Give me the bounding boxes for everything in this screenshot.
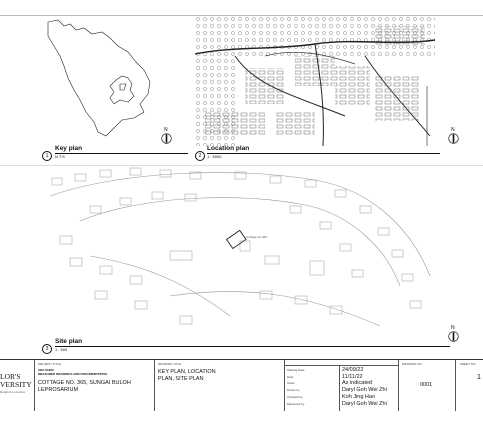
location-plan-scale: 1 : 5000 xyxy=(207,154,222,159)
university-name-line2: VERSITY xyxy=(0,380,32,389)
site-building xyxy=(152,192,163,199)
site-building xyxy=(90,206,101,213)
site-plan-title-underline xyxy=(55,346,450,347)
drawing-title-label: DRAWING TITLE xyxy=(158,362,182,366)
project-name-line2: LEPROSARIUM xyxy=(38,387,79,393)
site-building xyxy=(320,222,331,229)
key-plan-scale: N.T.S xyxy=(55,154,65,159)
north-arrow-icon xyxy=(161,133,172,144)
project-name-line1: COTTAGE NO. 365, SUNGAI BULOH xyxy=(38,380,131,386)
key-plan-title: Key plan xyxy=(55,145,83,152)
meta-label: Scale xyxy=(287,381,295,385)
site-building xyxy=(352,270,363,277)
housing-cluster-6 xyxy=(275,111,315,136)
state-outline xyxy=(48,20,150,136)
site-building xyxy=(360,206,371,213)
site-building xyxy=(295,296,307,304)
site-building xyxy=(75,174,86,181)
location-plan-title-underline xyxy=(207,153,440,154)
site-building xyxy=(392,250,403,257)
location-plan-title: Location plan xyxy=(207,145,250,152)
site-road-lower xyxy=(90,256,230,316)
site-plan-scale: 1 : 500 xyxy=(55,347,68,352)
site-plan-drawing xyxy=(40,166,440,326)
site-building xyxy=(330,306,342,314)
site-building xyxy=(265,256,279,264)
key-plan-number: 1 xyxy=(42,151,52,161)
housing-cluster-1 xyxy=(245,68,285,104)
project-title-label: PROJECT TITLE xyxy=(38,362,61,366)
housing-cluster-7 xyxy=(375,26,425,46)
site-building xyxy=(130,168,141,175)
meta-label: Drawn by xyxy=(287,388,300,392)
north-label: N xyxy=(164,127,168,133)
module-name: MEASURED DRAWINGS AND DOCUMENTATION xyxy=(38,372,107,376)
drawing-title-line2: PLAN, SITE PLAN xyxy=(158,376,204,382)
site-building xyxy=(180,316,192,324)
leprosarium-outline xyxy=(110,76,134,104)
housing-cluster-5 xyxy=(205,111,265,136)
module-code: ARC 61906 xyxy=(38,368,54,372)
title-block-divider xyxy=(284,360,285,411)
sheet-no-label: SHEET NO. xyxy=(460,362,477,366)
site-building xyxy=(260,291,272,299)
site-building xyxy=(185,194,196,201)
site-building xyxy=(70,258,82,266)
north-arrow-icon xyxy=(448,331,459,342)
drawing-title-line1: KEY PLAN, LOCATION xyxy=(158,369,216,375)
drawing-no-label: DRAWING NO. xyxy=(402,362,423,366)
sheet-no-value: 1 xyxy=(477,374,481,381)
site-building xyxy=(340,244,351,251)
housing-cluster-3 xyxy=(335,66,370,106)
meta-label: Measured by xyxy=(287,402,305,406)
site-building xyxy=(310,261,324,275)
university-tagline: Design for tomorrow xyxy=(0,390,26,394)
site-building xyxy=(100,266,112,274)
meta-value: Koh Jing Hao xyxy=(342,394,376,400)
meta-label: Starting Date xyxy=(287,368,305,372)
site-building xyxy=(135,301,147,309)
north-arrow-icon xyxy=(448,133,459,144)
site-building xyxy=(335,190,346,197)
title-block xyxy=(0,359,483,411)
key-plan-title-underline xyxy=(55,153,188,154)
meta-value: As indicated xyxy=(342,380,372,386)
site-building xyxy=(378,228,389,235)
site-building xyxy=(60,236,72,244)
site-building xyxy=(305,180,316,187)
university-name-line1: LOR'S xyxy=(0,372,21,381)
site-building xyxy=(160,170,171,177)
title-block-divider xyxy=(339,365,340,411)
site-plan-title: Site plan xyxy=(55,338,83,345)
meta-value: Daryl Goh Wei Zhi xyxy=(342,401,387,407)
location-plan-map xyxy=(195,16,435,146)
title-block-divider xyxy=(154,360,155,411)
cottage-label: Cottage No.365 xyxy=(246,235,268,239)
title-block-divider xyxy=(34,360,35,411)
site-building xyxy=(130,276,142,284)
site-building xyxy=(270,176,281,183)
drawing-no-value: 0001 xyxy=(420,382,433,388)
site-building xyxy=(100,170,111,177)
site-building xyxy=(410,301,421,308)
meta-value: 24/09/22 xyxy=(342,367,364,373)
north-label: N xyxy=(451,127,455,133)
title-block-divider xyxy=(455,360,456,411)
title-block-divider xyxy=(284,365,398,366)
site-plan-number: 3 xyxy=(42,344,52,354)
site-building xyxy=(95,291,107,299)
meta-label: Date xyxy=(287,375,294,379)
site-building xyxy=(170,251,192,260)
meta-label: Checked by xyxy=(287,395,303,399)
location-plan-number: 2 xyxy=(195,151,205,161)
site-road-arc-outer xyxy=(50,173,430,276)
site-building xyxy=(120,198,131,205)
north-label: N xyxy=(451,325,455,331)
site-building xyxy=(290,206,301,213)
site-building xyxy=(52,178,62,185)
key-plan-map xyxy=(40,16,180,140)
housing-cluster-2 xyxy=(295,56,335,86)
title-block-divider xyxy=(398,360,399,411)
site-building xyxy=(402,274,413,281)
meta-value: Daryl Goh Wei Zhi xyxy=(342,387,387,393)
meta-value: 11/11/22 xyxy=(342,374,363,380)
cottage-365 xyxy=(227,230,246,248)
housing-cluster-4 xyxy=(375,76,420,121)
